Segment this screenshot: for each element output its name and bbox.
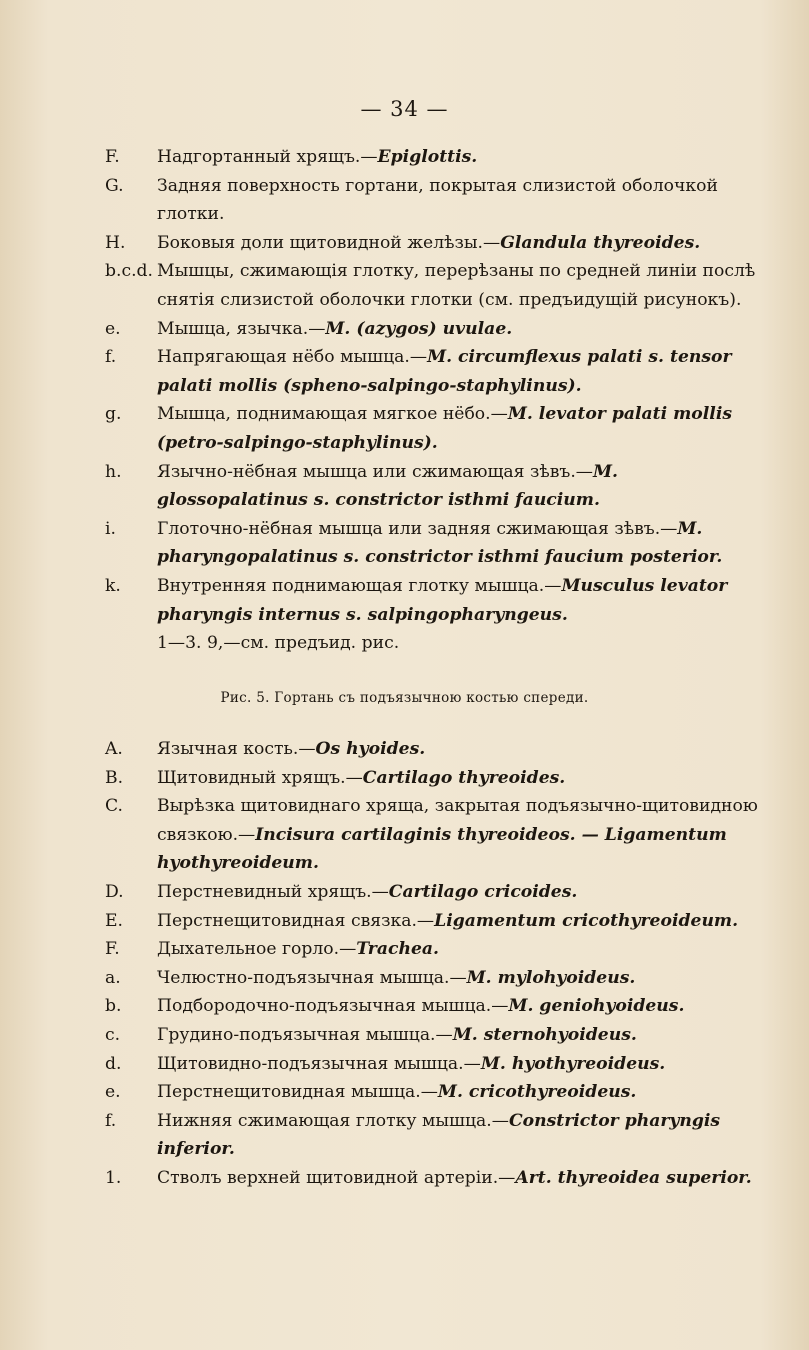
legend-entry [105, 1164, 765, 1193]
entry-text: Вырѣзка щитовиднаго хряща, закрытая подъязычно-щитовидною связкою.— [157, 796, 758, 845]
entry-body [157, 1021, 765, 1050]
entry-body [157, 257, 765, 314]
legend-entry [105, 143, 765, 172]
entry-key: D. [105, 881, 124, 902]
entry-text: Нижняя сжимающая глотку мышца.— [157, 1110, 509, 1131]
page-number: — 34 — [360, 97, 449, 121]
entry-body [157, 172, 765, 229]
legend-entry [105, 629, 765, 658]
entry-body [157, 735, 765, 764]
entry-key: f. [105, 347, 117, 368]
entry-text: Задняя поверхность гортани, покрытая слизистой оболочкой глотки. [157, 175, 718, 225]
legend-entry [105, 400, 765, 457]
entry-text: Язычно-нёбная мышца или сжимающая зѣвъ.— [157, 461, 593, 482]
entry-body [157, 143, 765, 172]
entry-body [157, 515, 765, 572]
entry-latin: M. pharyngopalatinus s. constrictor isthmi faucium posterior. [157, 518, 723, 568]
legend-list-upper [105, 143, 765, 658]
entry-text: Напрягающая нёбо мышца.— [157, 347, 428, 368]
entry-latin: Glandula thyreoides. [500, 232, 701, 253]
entry-key: g. [105, 404, 122, 425]
entry-body [157, 1164, 765, 1193]
legend-entry [105, 1021, 765, 1050]
legend-entry [105, 257, 765, 314]
entry-body [157, 343, 765, 400]
entry-body [157, 400, 765, 457]
entry-key: F. [105, 147, 120, 167]
entry-text: Подбородочно-подъязычная мышца.— [157, 996, 509, 1017]
entry-body [157, 1078, 765, 1107]
entry-latin: Constrictor pharyngis inferior. [157, 1110, 721, 1160]
entry-latin: Os hyoides. [315, 739, 426, 759]
entry-text: Перстнещитовидная связка.— [157, 910, 435, 931]
entry-body [157, 792, 765, 878]
entry-body [157, 229, 765, 258]
legend-list-lower [105, 735, 765, 1193]
entry-latin: Epiglottis. [377, 147, 478, 167]
legend-entry [105, 229, 765, 258]
entry-key: h. [105, 461, 122, 482]
legend-entry [105, 992, 765, 1021]
entry-body [157, 764, 765, 793]
legend-entry [105, 1050, 765, 1079]
entry-key: e. [105, 1082, 121, 1103]
entry-text: Грудино-подъязычная мышца.— [157, 1024, 453, 1045]
entry-key: a. [105, 967, 121, 988]
entry-latin: M. cricothyreoideus. [437, 1082, 637, 1103]
entry-key: 1. [105, 1167, 122, 1188]
entry-latin: M. geniohyoideus. [508, 996, 685, 1017]
legend-entry [105, 1107, 765, 1164]
legend-entry [105, 458, 765, 515]
entry-latin: Incisura cartilaginis thyreoideos. — Ligamentum hyothyreoideum. [157, 824, 727, 874]
entry-text: Перстнещитовидная мышца.— [157, 1082, 438, 1103]
entry-text: Щитовидный хрящъ.— [157, 767, 363, 788]
entry-text: Внутренняя поднимающая глотку мышца.— [157, 575, 562, 596]
entry-key: E. [105, 910, 124, 931]
entry-text: Перстневидный хрящъ.— [157, 881, 389, 902]
legend-entry [105, 1078, 765, 1107]
entry-text: Дыхательное горло.— [157, 939, 357, 960]
legend-entry [105, 515, 765, 572]
entry-text: Челюстно-подъязычная мышца.— [157, 967, 467, 988]
entry-key: A. [105, 739, 123, 759]
legend-entry [105, 735, 765, 764]
entry-key: k. [105, 575, 121, 596]
entry-text: Стволъ верхней щитовидной артеріи.— [157, 1167, 516, 1188]
entry-key: f. [105, 1110, 117, 1131]
entry-text: Щитовидно-подъязычная мышца.— [157, 1053, 481, 1074]
entry-latin: M. (azygos) uvulae. [325, 318, 513, 339]
entry-latin: Cartilago thyreoides. [362, 767, 566, 788]
entry-text: 1—3. 9,—см. предъид. рис. [157, 633, 400, 654]
legend-entry [105, 935, 765, 964]
legend-entry [105, 343, 765, 400]
legend-entry [105, 964, 765, 993]
entry-key: d. [105, 1053, 122, 1074]
entry-body [157, 1107, 765, 1164]
entry-key: e. [105, 318, 121, 339]
legend-entry [105, 764, 765, 793]
entry-key: H. [105, 232, 126, 253]
entry-latin: Art. thyreoidea superior. [515, 1167, 752, 1188]
entry-text: Боковыя доли щитовидной желѣзы.— [157, 232, 501, 253]
entry-body [157, 907, 765, 936]
entry-latin: M. sternohyoideus. [452, 1024, 637, 1045]
entry-latin: Ligamentum cricothyreoideum. [434, 910, 739, 931]
entry-latin: M. mylohyoideus. [466, 967, 636, 988]
entry-key: C. [105, 796, 124, 817]
entry-text: Мышца, поднимающая мягкое нёбо.— [157, 404, 508, 425]
figure-caption: Рис. 5. Гортань съ подъязычною костью спереди. [220, 690, 589, 706]
entry-body [157, 935, 765, 964]
entry-body [157, 315, 765, 344]
entry-text: Мышцы, сжимающія глотку, перерѣзаны по средней линіи послѣ снятія слизистой оболочки глотки (см. предъидущій рисунокъ). [157, 261, 756, 310]
entry-key: b. [105, 996, 122, 1017]
entry-key: c. [105, 1024, 121, 1045]
legend-entry [105, 907, 765, 936]
entry-body [157, 964, 765, 993]
legend-entry [105, 878, 765, 907]
entry-key: G. [105, 175, 124, 196]
entry-key: i. [105, 518, 116, 539]
entry-body [157, 878, 765, 907]
entry-text: Надгортанный хрящъ.— [157, 147, 378, 167]
entry-key: b.c.d. [105, 261, 154, 282]
legend-entry [105, 572, 765, 629]
entry-latin: Musculus levator pharyngis internus s. salpingopharyngeus. [157, 575, 728, 625]
entry-latin: M. glossopalatinus s. constrictor isthmi faucium. [157, 461, 618, 511]
entry-text: Язычная кость.— [157, 739, 316, 759]
entry-text: Глоточно-нёбная мышца или задняя сжимающая зѣвъ.— [157, 518, 678, 539]
entry-latin: M. circumflexus palati s. tensor palati mollis (spheno-salpingo-staphylinus). [157, 347, 732, 396]
entry-key: B. [105, 767, 124, 788]
entry-body [157, 1050, 765, 1079]
entry-latin: M. levator palati mollis (petro-salpingo-staphylinus). [157, 404, 733, 453]
legend-entry [105, 315, 765, 344]
legend-entry [105, 792, 765, 878]
entry-latin: M. hyothyreoideus. [480, 1053, 666, 1074]
entry-body [157, 572, 765, 629]
entry-body [157, 992, 765, 1021]
entry-key: F. [105, 939, 120, 960]
entry-latin: Trachea. [356, 939, 440, 960]
entry-body [157, 458, 765, 515]
entry-body [157, 629, 765, 658]
entry-text: Мышца, язычка.— [157, 318, 326, 339]
entry-latin: Cartilago cricoides. [388, 881, 578, 902]
legend-entry [105, 172, 765, 229]
